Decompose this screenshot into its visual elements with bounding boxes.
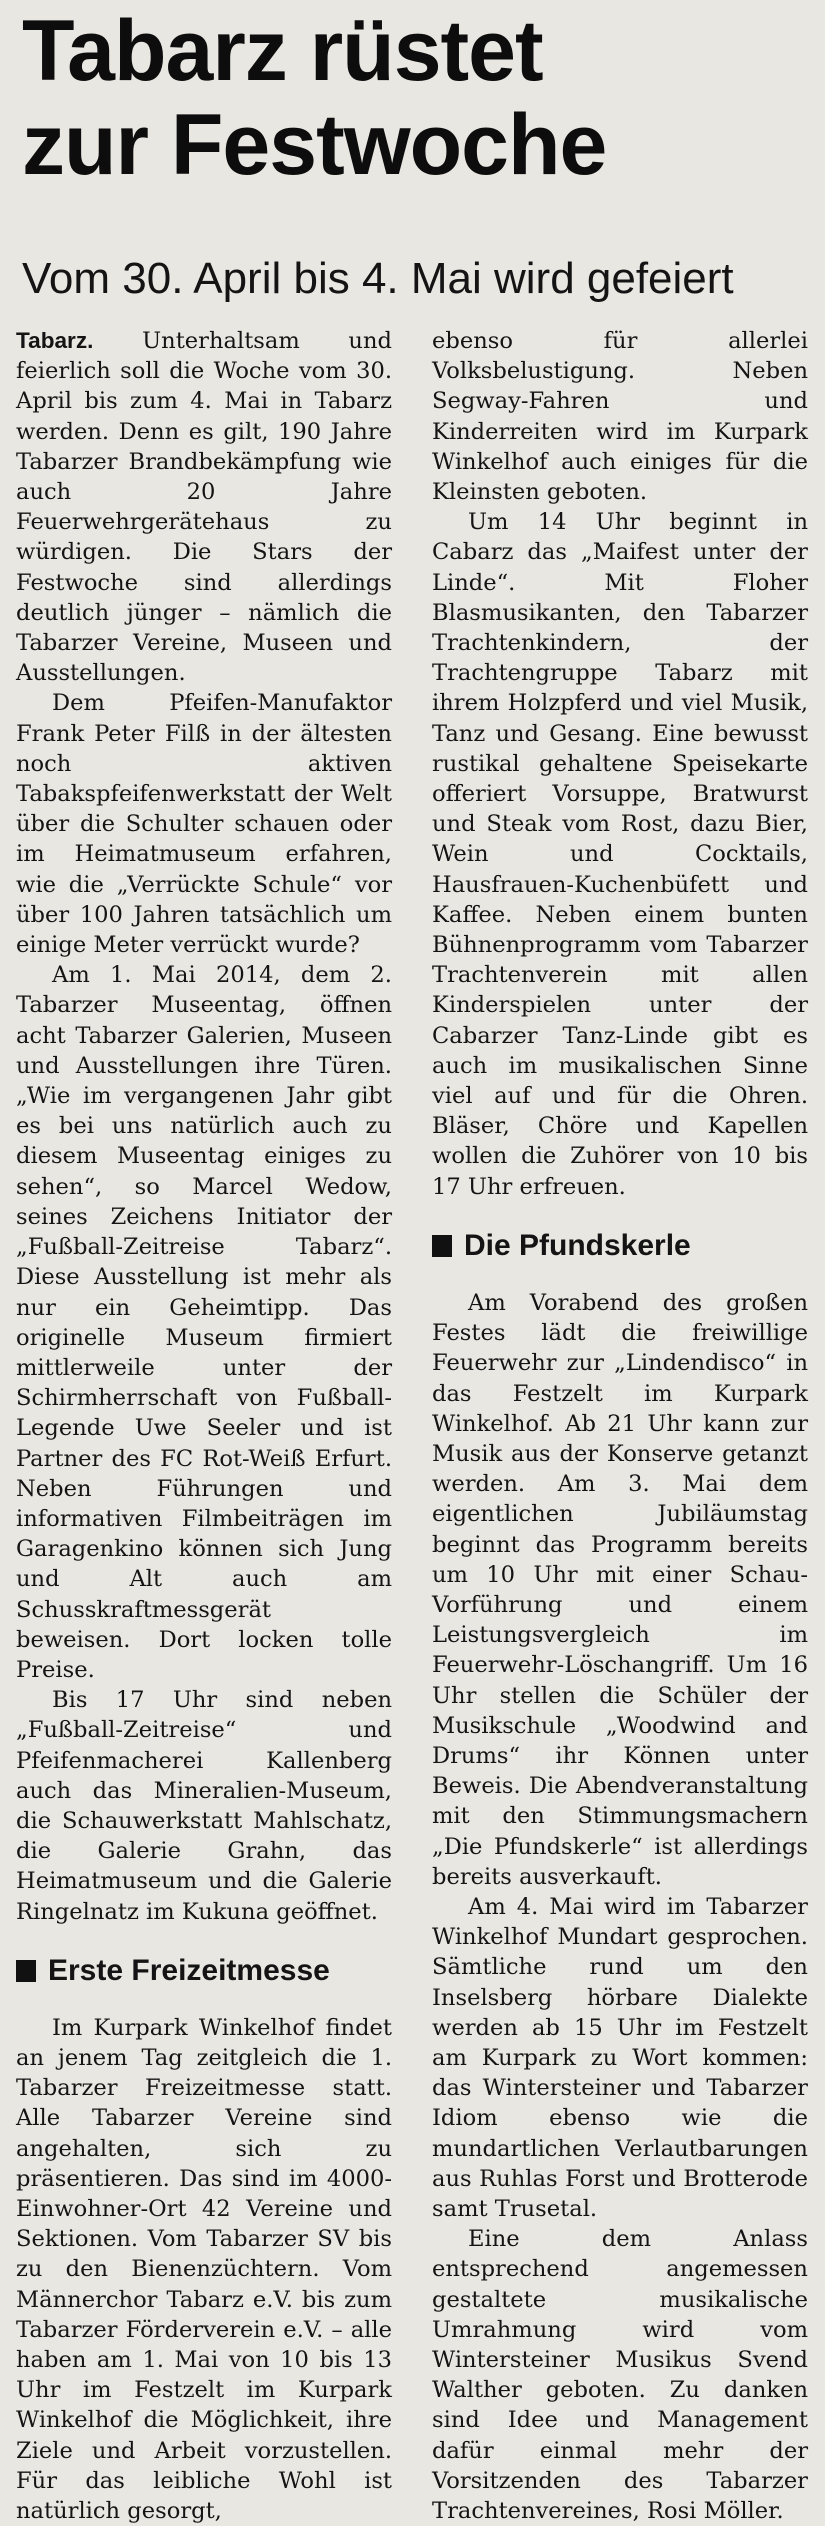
subheadline: Vom 30. April bis 4. Mai wird gefeiert: [22, 254, 734, 303]
square-bullet-icon: [432, 1235, 452, 1257]
paragraph: [16, 326, 392, 688]
headline: [22, 4, 812, 192]
section-heading: [432, 1226, 808, 1266]
paragraph-text: Unterhaltsam und feierlich soll die Woche vom 30. April bis zum 4. Mai in Tabarz werden. Denn es gilt, 190 Jahre Tabarzer Brandbekämpfung wie auch 20 Jahre Feuerwehrgerätehaus zu würdigen. Die Stars der Festwoche sind allerdings deutlich jünger – nämlich die Tabarzer Vereine, Museen und Ausstellungen.: [16, 328, 392, 687]
paragraph: ebenso für allerlei Volksbelustigung. Neben Segway-Fahren und Kinderreiten wird im Kurpark Winkelhof auch einiges für die Kleinsten geboten.: [432, 328, 808, 506]
section-heading: [16, 1951, 392, 1991]
headline-line-2: zur Festwoche: [22, 97, 607, 193]
paragraph: Am Vorabend des großen Festes lädt die freiwillige Feuerwehr zur „Lindendisco“ in das Festzelt im Kurpark Winkelhof. Ab 21 Uhr kann zur Musik aus der Konserve getanzt werden. Am 3. Mai dem eigentlichen Jubiläumstag beginnt das Programm bereits um 10 Uhr mit einer Schau-Vorführung und einem Leistungsvergleich im Feuerwehr-Löschangriff. Um 16 Uhr stellen die Schüler der Musikschule „Woodwind and Drums“ ihr Können unter Beweis. Die Abendveranstaltung mit den Stimmungsmachern „Die Pfundskerle“ ist allerdings bereits ausverkauft.: [432, 1289, 808, 1890]
paragraph: Um 14 Uhr beginnt in Cabarz das „Maifest unter der Linde“. Mit Floher Blasmusikanten, den Tabarzer Trachtenkindern, der Trachtengruppe Tabarz mit ihrem Holzpferd und viel Musik, Tanz und Gesang. Eine bewusst rustikal gehaltene Speisekarte offeriert Vorsuppe, Bratwurst und Steak vom Rost, dazu Bier, Wein und Cocktails, Hausfrauen-Kuchenbüfett und Kaffee. Neben einem bunten Bühnenprogramm vom Tabarzer Trachtenverein mit allen Kinderspielen unter der Cabarzer Tanz-Linde gibt es auch im musikalischen Sinne viel auf und für die Ohren. Bläser, Chöre und Kapellen wollen die Zuhörer von 10 bis 17 Uhr erfreuen.: [432, 509, 808, 1200]
dateline-place: Tabarz.: [16, 328, 94, 353]
paragraph: Am 1. Mai 2014, dem 2. Tabarzer Museentag, öffnen acht Tabarzer Galerien, Museen und Ausstellungen ihre Türen. „Wie im vergangenen Jahr gibt es bei uns natürlich auch zu diesem Museentag einiges zu sehen“, so Marcel Wedow, seines Zeichens Initiator der „Fußball-Zeitreise Tabarz“. Diese Ausstellung ist mehr als nur ein Geheimtipp. Das originelle Museum firmiert mittlerweile unter der Schirmherrschaft von Fußball-Legende Uwe Seeler und ist Partner des FC Rot-Weiß Erfurt. Neben Führungen und informativen Filmbeiträgen im Garagenkino können sich Jung und Alt auch am Schusskraftmessgerät beweisen. Dort locken tolle Preise.: [16, 962, 392, 1683]
section-heading-text: Erste Freizeitmesse: [48, 1953, 330, 1987]
section-heading-text: Die Pfundskerle: [464, 1228, 691, 1262]
square-bullet-icon: [16, 1960, 36, 1982]
paragraph: Eine dem Anlass entsprechend angemessen gestaltete musikalische Umrahmung wird vom Wintersteiner Musikus Svend Walther geboten. Zu danken sind Idee und Management dafür einmal mehr der Vorsitzenden des Tabarzer Trachtenvereines, Rosi Möller.: [432, 2226, 808, 2525]
paragraph: Bis 17 Uhr sind neben „Fußball-Zeitreise“ und Pfeifenmacherei Kallenberg auch das Mineralien-Museum, die Schauwerkstatt Mahlschatz, die Galerie Grahn, das Heimatmuseum und die Galerie Ringelnatz im Kukuna geöffnet.: [16, 1687, 392, 1925]
paragraph: Im Kurpark Winkelhof findet an jenem Tag zeitgleich die 1. Tabarzer Freizeitmesse statt. Alle Tabarzer Vereine sind angehalten, sich zu präsentieren. Das sind im 4000-Einwohner-Ort 42 Vereine und Sektionen. Vom Tabarzer SV bis zu den Bienenzüchtern. Vom Männerchor Tabarz e.V. bis zum Tabarzer Förderverein e.V. – alle haben am 1. Mai von 10 bis 13 Uhr im Festzelt im Kurpark Winkelhof die Möglichkeit, ihre Ziele und Arbeit vorzustellen. Für das leibliche Wohl ist natürlich gesorgt,: [16, 2014, 392, 2525]
headline-line-1: Tabarz rüstet: [22, 3, 543, 99]
paragraph: Dem Pfeifen-Manufaktor Frank Peter Filß in der ältesten noch aktiven Tabakspfeifenwerkstatt der Welt über die Schulter schauen oder im Heimatmuseum erfahren, wie die „Verrückte Schule“ vor über 100 Jahren tatsächlich um einige Meter verrückt wurde?: [16, 690, 392, 959]
right-column: [432, 326, 808, 2526]
left-column: [16, 326, 392, 2526]
paragraph: Am 4. Mai wird im Tabarzer Winkelhof Mundart gesprochen. Sämtliche rund um den Inselsberg hörbare Dialekte werden ab 15 Uhr im Festzelt am Kurpark zu Wort kommen: das Wintersteiner und Tabarzer Idiom ebenso wie die mundartlichen Verlautbarungen aus Ruhlas Forst und Brotterode samt Trusetal.: [432, 1893, 808, 2222]
